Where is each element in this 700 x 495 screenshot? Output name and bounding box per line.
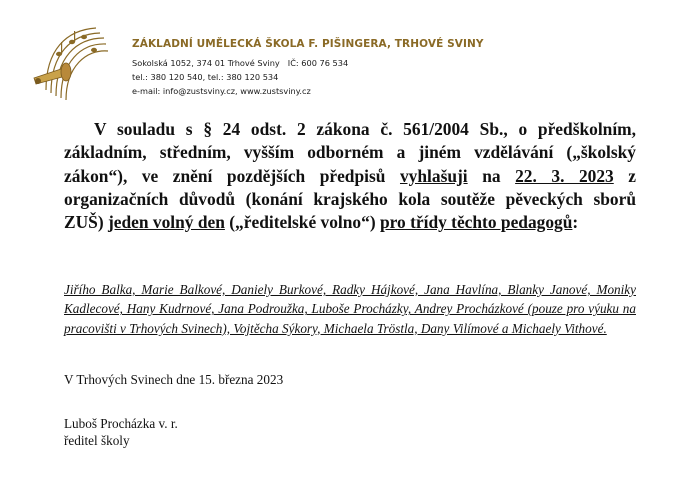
school-ico: IČ: 600 76 534	[287, 58, 349, 68]
teacher-list	[64, 280, 636, 338]
announcement-paragraph	[64, 118, 636, 234]
announcement-part3: z organizačních důvodů (konání krajského kola soutěže pěveckých sborů ZUŠ)	[64, 165, 637, 233]
signatory-name: Luboš Procházka v. r.	[64, 416, 178, 431]
announcement-part4: („ředitelské volno“)	[229, 212, 376, 233]
teacher-names: Jiřího Balka, Marie Balkové, Daniely Burkové, Radky Hájkové, Jana Havlína, Blanky Janové, Moniky Kadlecové, Hany Kudrnové, Jana Podroužka, Luboše Procházky, Andrey Procházkové (pouze pro výuku na pracovišti v Trhových Svinech), Vojtěcha Sýkory, Michaela Tröstla, Dany Vilímové a Michaely Vithové.	[64, 282, 636, 336]
for-classes-label: pro třídy těchto pedagogů	[379, 212, 573, 233]
school-name: ZÁKLADNÍ UMĚLECKÁ ŠKOLA F. PIŠINGERA, TRHOVÉ SVINY	[132, 38, 484, 50]
signatory-role: ředitel školy	[64, 433, 130, 448]
announcement-part1: V souladu s § 24 odst. 2 zákona č. 561/2004 Sb., o předškolním, základním, středním, vyšším odborném a jiném vzdělávání („školský zákon“), ve znění pozdějších předpisů	[64, 119, 636, 186]
school-email: e-mail: info@zustsviny.cz, www.zustsviny.cz	[132, 86, 311, 96]
colon: :	[572, 212, 579, 233]
letterhead	[132, 38, 484, 98]
music-staff-horn-icon	[26, 20, 112, 106]
announce-word: vyhlašuji	[399, 165, 468, 186]
school-address: Sokolská 1052, 374 01 Trhové Sviny	[132, 58, 280, 68]
free-day-count: jeden volný den	[107, 212, 225, 233]
address-line	[132, 56, 484, 70]
announcement-part2: na	[482, 165, 501, 186]
school-phone: tel.: 380 120 540, tel.: 380 120 534	[132, 72, 279, 82]
school-logo	[26, 20, 112, 106]
place-date: V Trhových Svinech dne 15. března 2023	[64, 372, 284, 387]
free-day-date: 22. 3. 2023	[515, 165, 614, 186]
signature-block	[64, 415, 178, 449]
